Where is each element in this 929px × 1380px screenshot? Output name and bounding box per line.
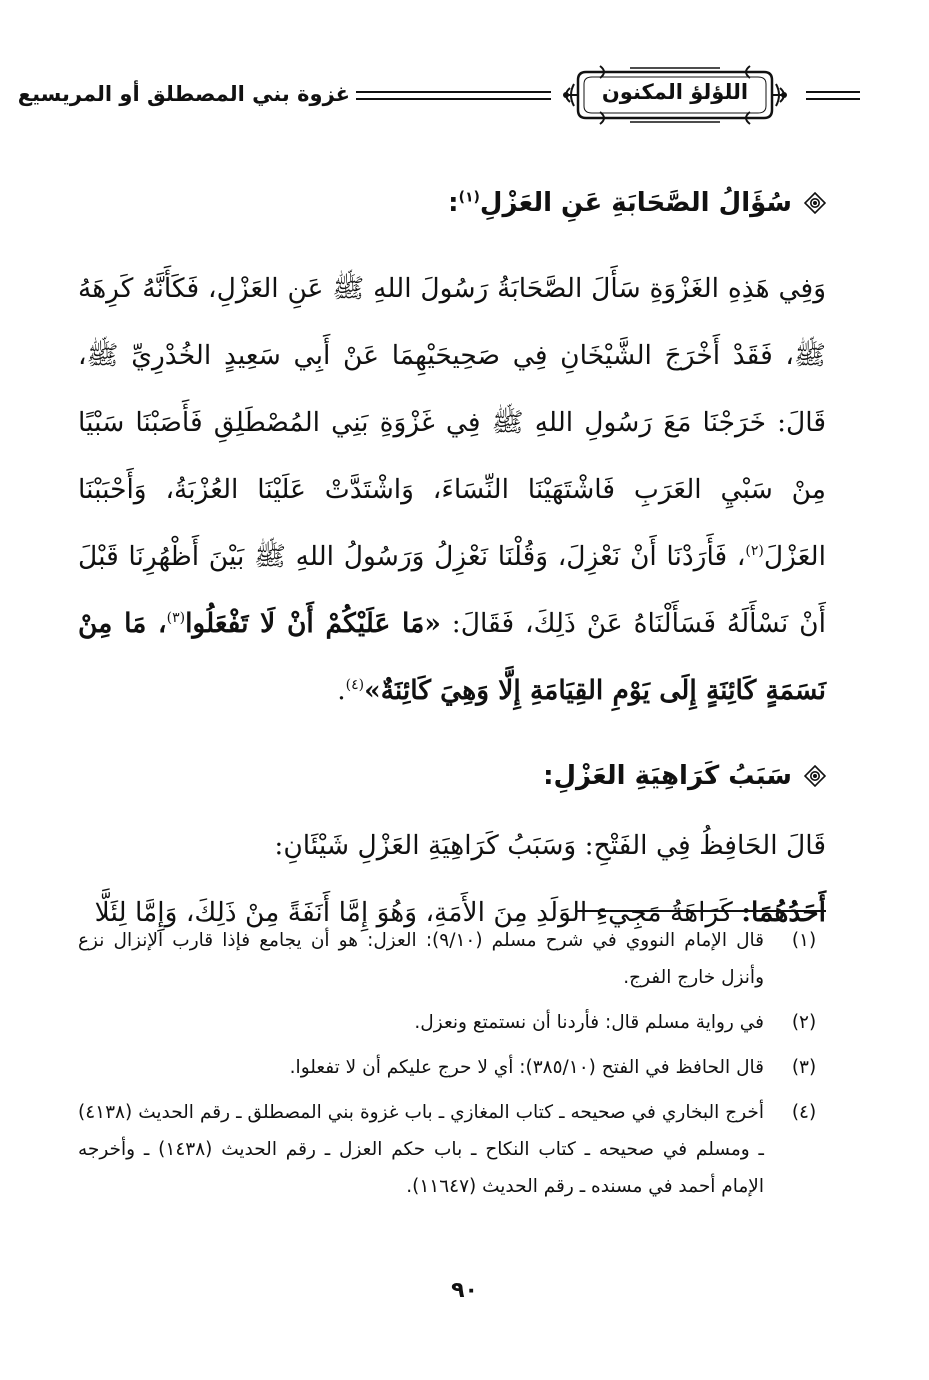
chapter-title: غزوة بني المصطلق أو المريسيع (17, 82, 350, 106)
paragraph-3-text: كَرَاهَةُ مَجِيءِ الوَلَدِ مِنَ الأَمَةِ، وَهُوَ إِمَّا أَنَفَةً مِنْ ذَلِكَ، وَإِمَّا لِئَلَّا (94, 897, 733, 928)
footnote-ref-1[interactable]: (١) (458, 189, 480, 206)
footnote-number: (١) (791, 930, 817, 951)
footnote-text: قال الحافظ في الفتح (٣٨٥/١٠): أي لا حرج عليكم أن لا تفعلوا. (289, 1057, 764, 1078)
paragraph-1-period: . (337, 675, 346, 706)
paragraph-1 (78, 255, 826, 724)
page-number: ٩٠ (451, 1278, 478, 1303)
footnote-number: (٣) (791, 1057, 817, 1078)
footnote-2 (78, 1004, 830, 1041)
header-double-rule-right (806, 91, 860, 100)
hadith-quote-start: «مَا عَلَيْكُمْ أَنْ لَا تَفْعَلُوا (185, 608, 441, 639)
footnote-4 (78, 1094, 830, 1205)
paragraph-3-lead: أَحَدُهُمَا: (741, 897, 826, 928)
section-heading-2 (78, 748, 826, 804)
paragraph-1-continued: ، فَأَرَدْنَا أَنْ نَعْزِلَ، وَقُلْنَا نَعْزِلُ وَرَسُولُ اللهِ ﷺ بَيْنَ أَظْهُرِنَا قَبْلَ أَنْ نَسْأَلَهُ فَسَأَلْنَاهُ عَنْ ذَلِكَ، فَقَالَ: (78, 541, 826, 639)
flower-bullet-icon (804, 192, 826, 214)
section-heading-2-text: سَبَبُ كَرَاهِيَةِ العَزْلِ: (543, 761, 792, 791)
section-heading-1-colon: : (448, 188, 459, 218)
footnote-3 (78, 1049, 830, 1086)
footnote-text: قال الإمام النووي في شرح مسلم (٩/١٠): العزل: هو أن يجامع فإذا قارب الإنزال نزع وأنزل خارج الفرج. (78, 930, 765, 988)
book-title: اللؤلؤ المكنون (601, 80, 749, 104)
footnote-ref-3[interactable]: (٣) (166, 610, 186, 627)
footnote-ref-2[interactable]: (٢) (745, 543, 764, 560)
section-heading-1-text: سُؤَالُ الصَّحَابَةِ عَنِ العَزْلِ (479, 188, 792, 218)
header-double-rule-middle (356, 91, 551, 100)
footnote-separator (576, 910, 826, 912)
running-header (17, 58, 860, 138)
flower-bullet-icon (804, 765, 826, 787)
footnote-number: (٤) (791, 1102, 817, 1123)
paragraph-2: قَالَ الحَافِظُ فِي الفَتْحِ: وَسَبَبُ كَرَاهِيَةِ العَزْلِ شَيْئَانِ: (274, 830, 826, 861)
hadith-quote-end: ، مَا مِنْ نَسَمَةٍ كَائِنَةٍ إِلَى يَوْمِ القِيَامَةِ إِلَّا وَهِيَ كَائِنَةٌ» (78, 608, 826, 706)
footnote-ref-4[interactable]: (٤) (345, 677, 365, 694)
footnote-number: (٢) (791, 1012, 817, 1033)
footnote-text: في رواية مسلم قال: فأردنا أن نستمتع ونعزل. (414, 1012, 764, 1033)
footnote-1 (78, 922, 830, 996)
paragraph-1-text: وَفِي هَذِهِ الغَزْوَةِ سَأَلَ الصَّحَابَةُ رَسُولَ اللهِ ﷺ عَنِ العَزْلِ، فَكَأَنَّهُ كَرِهَهُ ﷺ، فَقَدْ أَخْرَجَ الشَّيْخَانِ فِي صَحِيحَيْهِمَا عَنْ أَبِي سَعِيدٍ الخُدْرِيِّ ﷺ، قَالَ: خَرَجْنَا مَعَ رَسُولِ اللهِ ﷺ فِي غَزْوَةِ بَنِي المُصْطَلِقِ فَأَصَبْنَا سَبْيًا مِنْ سَبْيِ العَرَبِ فَاشْتَهَيْنَا النِّسَاءَ، وَاشْتَدَّتْ عَلَيْنَا العُزْبَةُ، وَأَحْبَبْنَا العَزْلَ (78, 273, 826, 572)
section-heading-1 (78, 175, 826, 231)
footnote-text: أخرج البخاري في صحيحه ـ كتاب المغازي ـ باب غزوة بني المصطلق ـ رقم الحديث (٤١٣٨) ـ ومسلم في صحيحه ـ كتاب النكاح ـ باب حكم العزل ـ رقم الحديث (١٤٣٨) ـ وأخرجه الإمام أحمد في مسنده ـ رقم الحديث (١١٦٤٧). (78, 1102, 764, 1197)
footnotes (78, 922, 830, 1205)
ornamental-cartouche-icon (560, 62, 790, 128)
main-text (78, 175, 826, 946)
